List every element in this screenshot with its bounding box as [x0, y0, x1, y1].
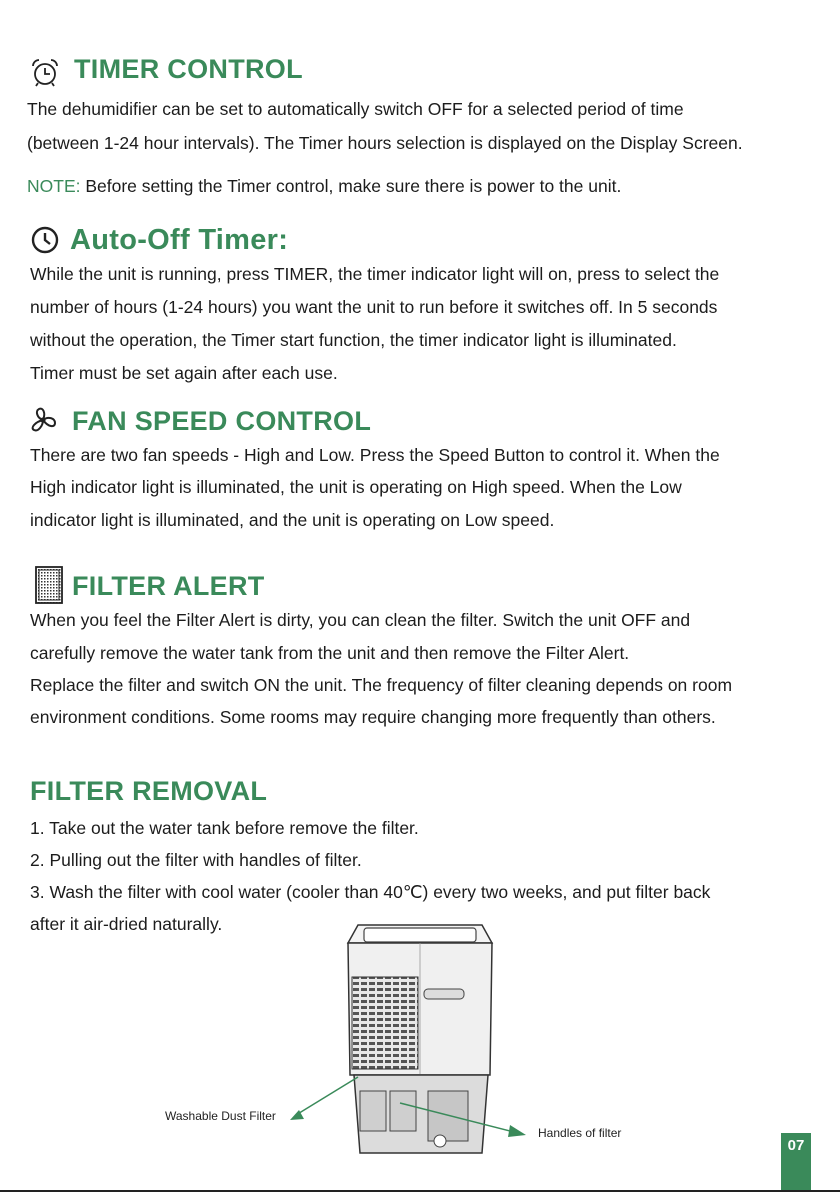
auto-off-line-4: Timer must be set again after each use.: [30, 363, 338, 383]
timer-line-1: The dehumidifier can be set to automatically switch OFF for a selected period of time: [27, 99, 684, 119]
filter-removal-heading: FILTER REMOVAL: [30, 776, 268, 806]
alarm-clock-icon: [28, 56, 62, 88]
filter-alert-line-2: carefully remove the water tank from the unit and then remove the Filter Alert.: [30, 643, 630, 663]
removal-step-2: 2. Pulling out the filter with handles of filter.: [30, 850, 362, 870]
fan-line-2: High indicator light is illuminated, the unit is operating on High speed. When the Low: [30, 477, 682, 497]
label-handles-of-filter: Handles of filter: [538, 1126, 622, 1140]
fan-icon: [28, 405, 58, 435]
auto-off-line-3: without the operation, the Timer start function, the timer indicator light is illuminated.: [30, 330, 677, 350]
callout-arrows: [290, 1065, 530, 1145]
filter-icon: [35, 566, 63, 604]
note-label: NOTE:: [27, 176, 81, 196]
fan-line-3: indicator light is illuminated, and the unit is operating on Low speed.: [30, 510, 555, 530]
removal-step-4: after it air-dried naturally.: [30, 914, 223, 934]
filter-alert-heading: FILTER ALERT: [72, 571, 265, 601]
fan-speed-heading: FAN SPEED CONTROL: [72, 406, 372, 436]
timer-control-heading: TIMER CONTROL: [74, 54, 303, 84]
note-text: Before setting the Timer control, make sure there is power to the unit.: [80, 176, 622, 196]
filter-alert-line-4: environment conditions. Some rooms may require changing more frequently than others.: [30, 707, 716, 727]
filter-alert-line-1: When you feel the Filter Alert is dirty, you can clean the filter. Switch the unit OFF and: [30, 610, 691, 630]
removal-step-1: 1. Take out the water tank before remove the filter.: [30, 818, 419, 838]
timer-note: [27, 170, 621, 203]
fan-line-1: There are two fan speeds - High and Low. Press the Speed Button to control it. When the: [30, 445, 720, 465]
auto-off-line-2: number of hours (1-24 hours) you want the unit to run before it switches off. In 5 seconds: [30, 297, 718, 317]
auto-off-heading: Auto-Off Timer:: [70, 224, 289, 256]
timer-line-2: (between 1-24 hour intervals). The Timer hours selection is displayed on the Display Screen.: [27, 133, 743, 153]
auto-off-line-1: While the unit is running, press TIMER, the timer indicator light will on, press to select the: [30, 264, 720, 284]
removal-step-3: 3. Wash the filter with cool water (cooler than 40℃) every two weeks, and put filter back: [30, 882, 711, 902]
filter-alert-line-3: Replace the filter and switch ON the unit. The frequency of filter cleaning depends on room: [30, 675, 733, 695]
label-washable-dust-filter: Washable Dust Filter: [165, 1109, 276, 1123]
page-number: 07: [781, 1133, 811, 1192]
clock-icon: [30, 225, 60, 255]
